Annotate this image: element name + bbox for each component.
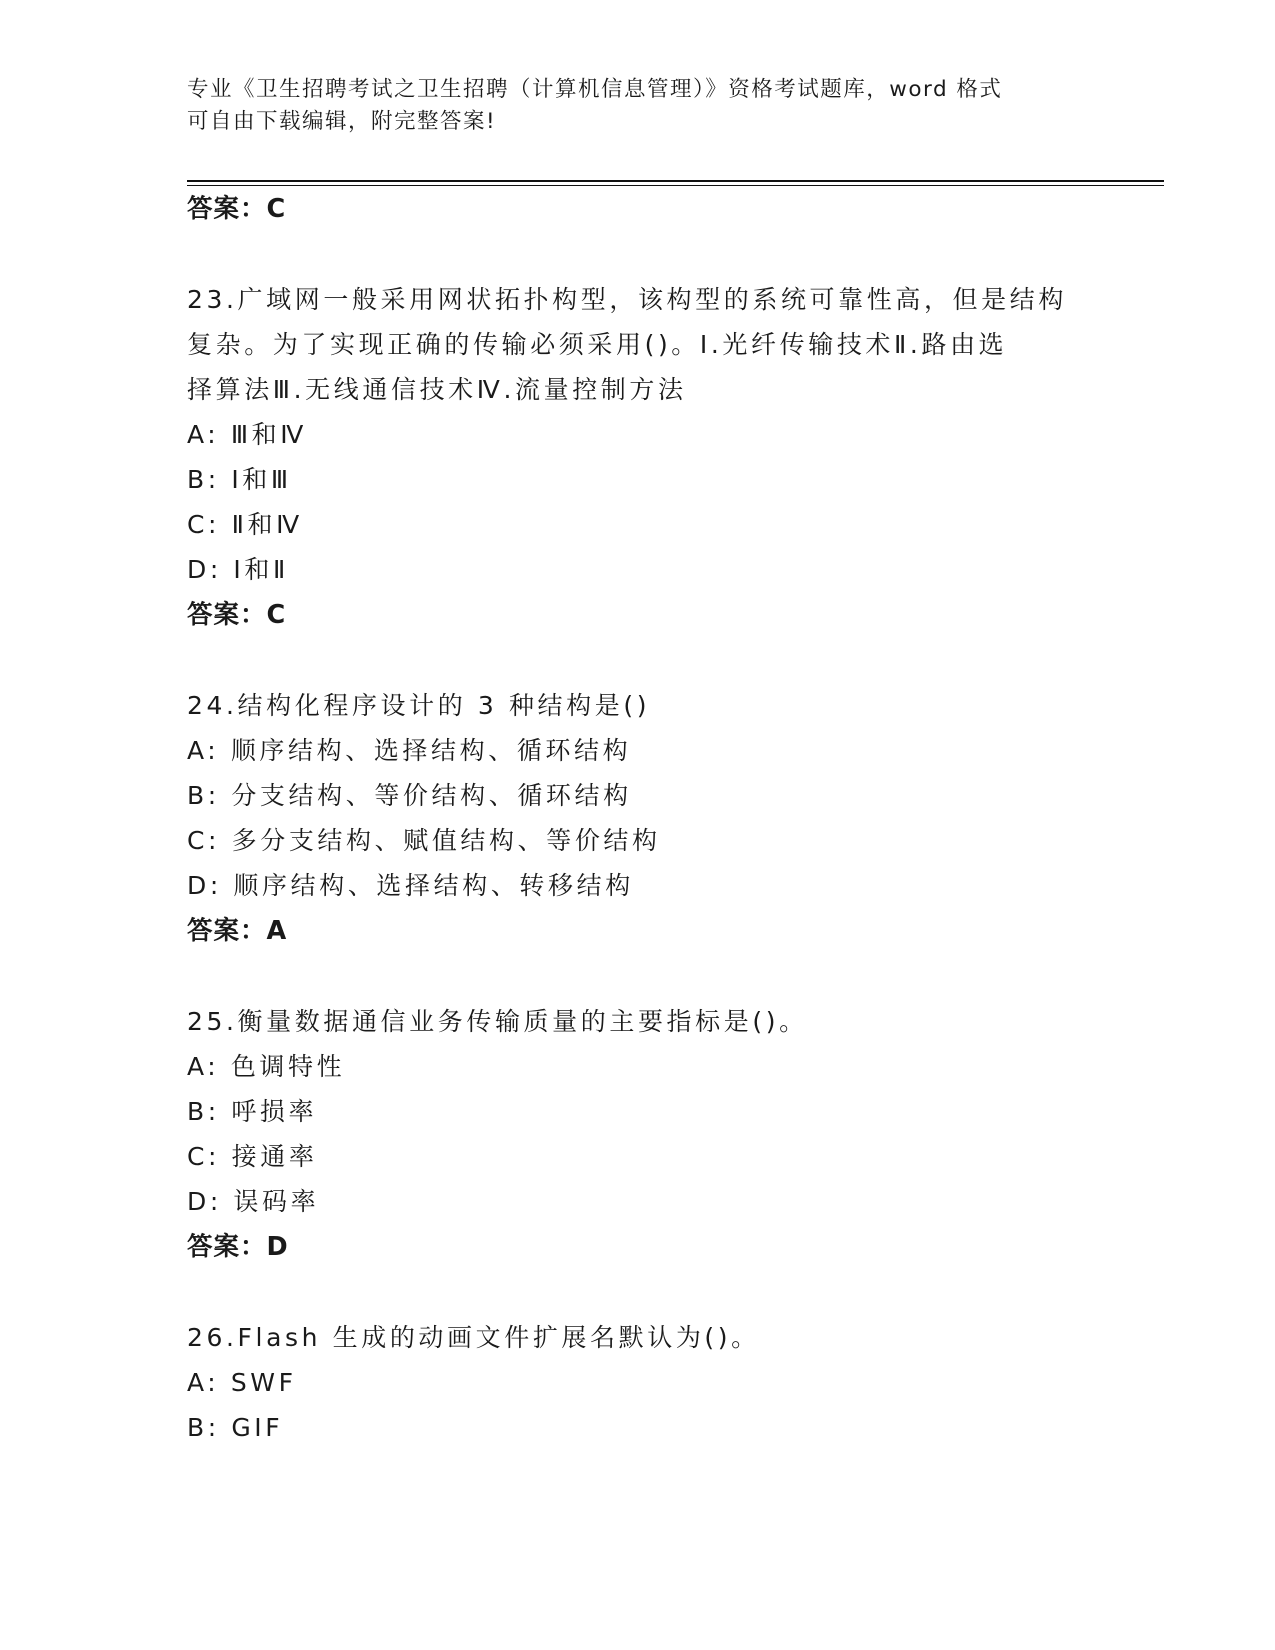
question-23-text-line-3: 择算法Ⅲ.无线通信技术Ⅳ.流量控制方法 <box>187 375 687 404</box>
question-24-answer: 答案：A <box>187 916 288 946</box>
question-25-option-d: D: 误码率 <box>187 1187 320 1216</box>
question-23-option-a: A: Ⅲ和Ⅳ <box>187 420 307 449</box>
question-24-option-d: D: 顺序结构、选择结构、转移结构 <box>187 871 634 900</box>
answer-previous: 答案：C <box>187 194 287 224</box>
question-24-option-a: A: 顺序结构、选择结构、循环结构 <box>187 736 632 765</box>
header-line-1: 专业《卫生招聘考试之卫生招聘（计算机信息管理）》资格考试题库，word 格式 <box>187 77 1003 102</box>
question-24-option-b: B: 分支结构、等价结构、循环结构 <box>187 781 632 810</box>
question-26-option-b: B: GIF <box>187 1413 284 1442</box>
question-25-option-c: C: 接通率 <box>187 1142 318 1171</box>
question-25-answer: 答案：D <box>187 1232 289 1262</box>
question-24-text: 24.结构化程序设计的 3 种结构是() <box>187 691 651 720</box>
question-26-option-a: A: SWF <box>187 1368 297 1397</box>
question-23-option-b: B: Ⅰ和Ⅲ <box>187 465 292 494</box>
question-23-answer: 答案：C <box>187 600 287 630</box>
question-23-option-d: D: Ⅰ和Ⅱ <box>187 555 289 584</box>
header-divider-thin <box>187 185 1164 186</box>
question-23-text-line-2: 复杂。为了实现正确的传输必须采用()。Ⅰ.光纤传输技术Ⅱ.路由选 <box>187 330 1008 359</box>
header-line-2: 可自由下载编辑，附完整答案! <box>187 109 497 134</box>
question-25-text: 25.衡量数据通信业务传输质量的主要指标是()。 <box>187 1007 808 1036</box>
question-23-text-line-1: 23.广域网一般采用网状拓扑构型，该构型的系统可靠性高，但是结构 <box>187 285 1067 314</box>
question-23-option-c: C: Ⅱ和Ⅳ <box>187 510 303 539</box>
header-divider-thick <box>187 180 1164 182</box>
question-25-option-a: A: 色调特性 <box>187 1052 346 1081</box>
question-25-option-b: B: 呼损率 <box>187 1097 318 1126</box>
question-24-option-c: C: 多分支结构、赋值结构、等价结构 <box>187 826 661 855</box>
document-header <box>187 74 1067 138</box>
question-26-text: 26.Flash 生成的动画文件扩展名默认为()。 <box>187 1323 760 1352</box>
